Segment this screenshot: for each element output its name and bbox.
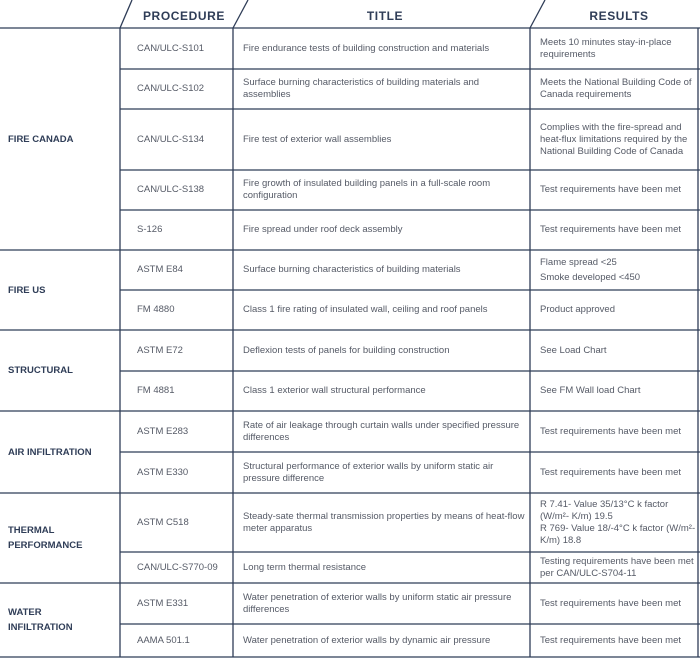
title-cell <box>243 553 528 582</box>
result-cell-text: R 769- Value 18/-4°C k factor (W/m²- K/m) 18.8 <box>540 522 696 546</box>
result-cell <box>540 494 698 551</box>
header-procedure: PROCEDURE <box>142 9 226 23</box>
result-cell-text: Test requirements have been met <box>540 425 681 437</box>
result-cell-text: Test requirements have been met <box>540 466 681 478</box>
procedure-cell <box>137 291 232 329</box>
procedure-cell <box>137 584 232 623</box>
result-cell-text: Meets the National Building Code of Canada requirements <box>540 77 692 100</box>
result-cell <box>540 29 698 68</box>
procedure-cell <box>137 29 232 68</box>
title-cell <box>243 372 528 410</box>
procedure-cell <box>137 412 232 451</box>
title-cell-text: Surface burning characteristics of building materials and assemblies <box>243 77 480 100</box>
title-cell <box>243 29 528 68</box>
category-label-line: FIRE CANADA <box>8 133 74 145</box>
procedure-cell <box>137 171 232 209</box>
procedure-cell-text: CAN/ULC-S102 <box>137 83 205 94</box>
category-label-line: WATER <box>8 607 42 618</box>
procedure-cell <box>137 625 232 656</box>
title-cell <box>243 625 528 656</box>
result-cell-text: Flame spread <25 <box>540 256 617 268</box>
title-cell <box>243 110 528 169</box>
category-label <box>8 411 118 493</box>
title-cell-text: Fire spread under roof deck assembly <box>243 224 403 235</box>
title-cell <box>243 584 528 623</box>
title-cell-text: Fire test of exterior wall assemblies <box>243 133 392 145</box>
result-cell-text: Smoke developed <450 <box>540 271 641 283</box>
result-cell <box>540 625 698 656</box>
procedure-cell <box>137 553 232 582</box>
result-cell-text: R 7.41- Value 35/13°C k factor (W/m²- K/m) 19.5 <box>540 498 669 522</box>
title-cell <box>243 453 528 492</box>
procedure-cell-text: CAN/ULC-S138 <box>137 184 205 195</box>
title-cell-text: Fire growth of insulated building panels in a full-scale room configuration <box>243 178 491 201</box>
result-cell <box>540 211 698 249</box>
category-label-line: AIR INFILTRATION <box>8 446 92 458</box>
title-cell-text: Rate of air leakage through curtain walls under specified pressure differences <box>243 419 520 443</box>
category-label <box>8 250 118 330</box>
result-cell <box>540 331 698 370</box>
procedure-cell-text: FM 4880 <box>137 304 175 315</box>
header-slash <box>120 0 132 28</box>
title-cell-text: Long term thermal resistance <box>243 561 367 573</box>
category-label-line: THERMAL <box>8 525 55 536</box>
title-cell-text: Class 1 fire rating of insulated wall, ceiling and roof panels <box>243 304 488 315</box>
procedure-cell-text: ASTM E72 <box>137 344 183 356</box>
category-label-line: INFILTRATION <box>8 622 73 633</box>
title-cell-text: Deflexion tests of panels for building construction <box>243 344 450 356</box>
title-cell-text: Steady-sate thermal transmission properties by means of heat-flow meter apparatus <box>243 510 525 534</box>
title-cell-text: Water penetration of exterior walls by uniform static air pressure differences <box>243 591 512 615</box>
title-cell <box>243 494 528 551</box>
title-cell <box>243 412 528 451</box>
category-label <box>8 330 118 411</box>
result-cell <box>540 171 698 209</box>
procedure-cell <box>137 251 232 289</box>
result-cell-text: Product approved <box>540 304 615 315</box>
result-cell <box>540 553 698 582</box>
procedure-cell <box>137 70 232 108</box>
result-cell <box>540 70 698 108</box>
header-results: RESULTS <box>589 9 649 23</box>
result-cell-text: Test requirements have been met <box>540 184 681 195</box>
title-cell-text: Class 1 exterior wall structural performance <box>243 385 426 396</box>
result-cell <box>540 251 698 289</box>
title-cell-text: Structural performance of exterior walls by uniform static air pressure difference <box>243 460 494 484</box>
category-label-line: STRUCTURAL <box>8 365 73 376</box>
procedure-cell-text: CAN/ULC-S101 <box>137 42 205 54</box>
title-cell <box>243 291 528 329</box>
result-cell-text: See FM Wall load Chart <box>540 385 641 396</box>
category-label <box>8 28 118 250</box>
title-cell <box>243 331 528 370</box>
procedure-cell-text: S-126 <box>137 224 163 235</box>
procedure-cell <box>137 211 232 249</box>
header-title: TITLE <box>366 9 404 23</box>
title-cell-text: Surface burning characteristics of building materials <box>243 264 461 275</box>
result-cell-text: See Load Chart <box>540 344 607 356</box>
procedure-cell <box>137 331 232 370</box>
result-cell-text: Test requirements have been met <box>540 634 681 646</box>
procedure-cell-text: CAN/ULC-S134 <box>137 133 205 145</box>
procedure-cell-text: ASTM E331 <box>137 597 189 609</box>
result-cell-text: Testing requirements have been met per CAN/ULC-S704-11 <box>540 555 694 579</box>
title-cell <box>243 171 528 209</box>
result-cell-text: Test requirements have been met <box>540 224 681 235</box>
result-cell <box>540 372 698 410</box>
category-label <box>8 583 118 657</box>
result-cell <box>540 110 698 169</box>
result-cell <box>540 453 698 492</box>
title-cell <box>243 251 528 289</box>
category-label-line: PERFORMANCE <box>8 540 83 551</box>
result-cell-text: Test requirements have been met <box>540 597 681 609</box>
title-cell <box>243 70 528 108</box>
title-cell <box>243 211 528 249</box>
procedure-cell-text: ASTM E84 <box>137 264 183 275</box>
procedure-cell-text: FM 4881 <box>137 385 175 396</box>
procedure-cell <box>137 372 232 410</box>
result-cell <box>540 291 698 329</box>
title-cell-text: Water penetration of exterior walls by dynamic air pressure <box>243 634 491 646</box>
procedure-cell <box>137 453 232 492</box>
procedure-cell-text: ASTM E330 <box>137 466 189 478</box>
result-cell <box>540 584 698 623</box>
procedure-cell-text: ASTM E283 <box>137 425 189 437</box>
result-cell-text: Complies with the fire-spread and heat-flux limitations required by the National Building Code of Canada <box>540 121 688 157</box>
procedure-cell-text: ASTM C518 <box>137 516 189 528</box>
procedure-cell <box>137 110 232 169</box>
procedure-cell-text: AAMA 501.1 <box>137 634 190 646</box>
procedure-cell <box>137 494 232 551</box>
result-cell <box>540 412 698 451</box>
procedure-cell-text: CAN/ULC-S770-09 <box>137 561 218 573</box>
category-label <box>8 493 118 583</box>
result-cell-text: Meets 10 minutes stay-in-place requirements <box>540 36 672 60</box>
title-cell-text: Fire endurance tests of building construction and materials <box>243 42 490 54</box>
category-label-line: FIRE US <box>8 284 46 296</box>
